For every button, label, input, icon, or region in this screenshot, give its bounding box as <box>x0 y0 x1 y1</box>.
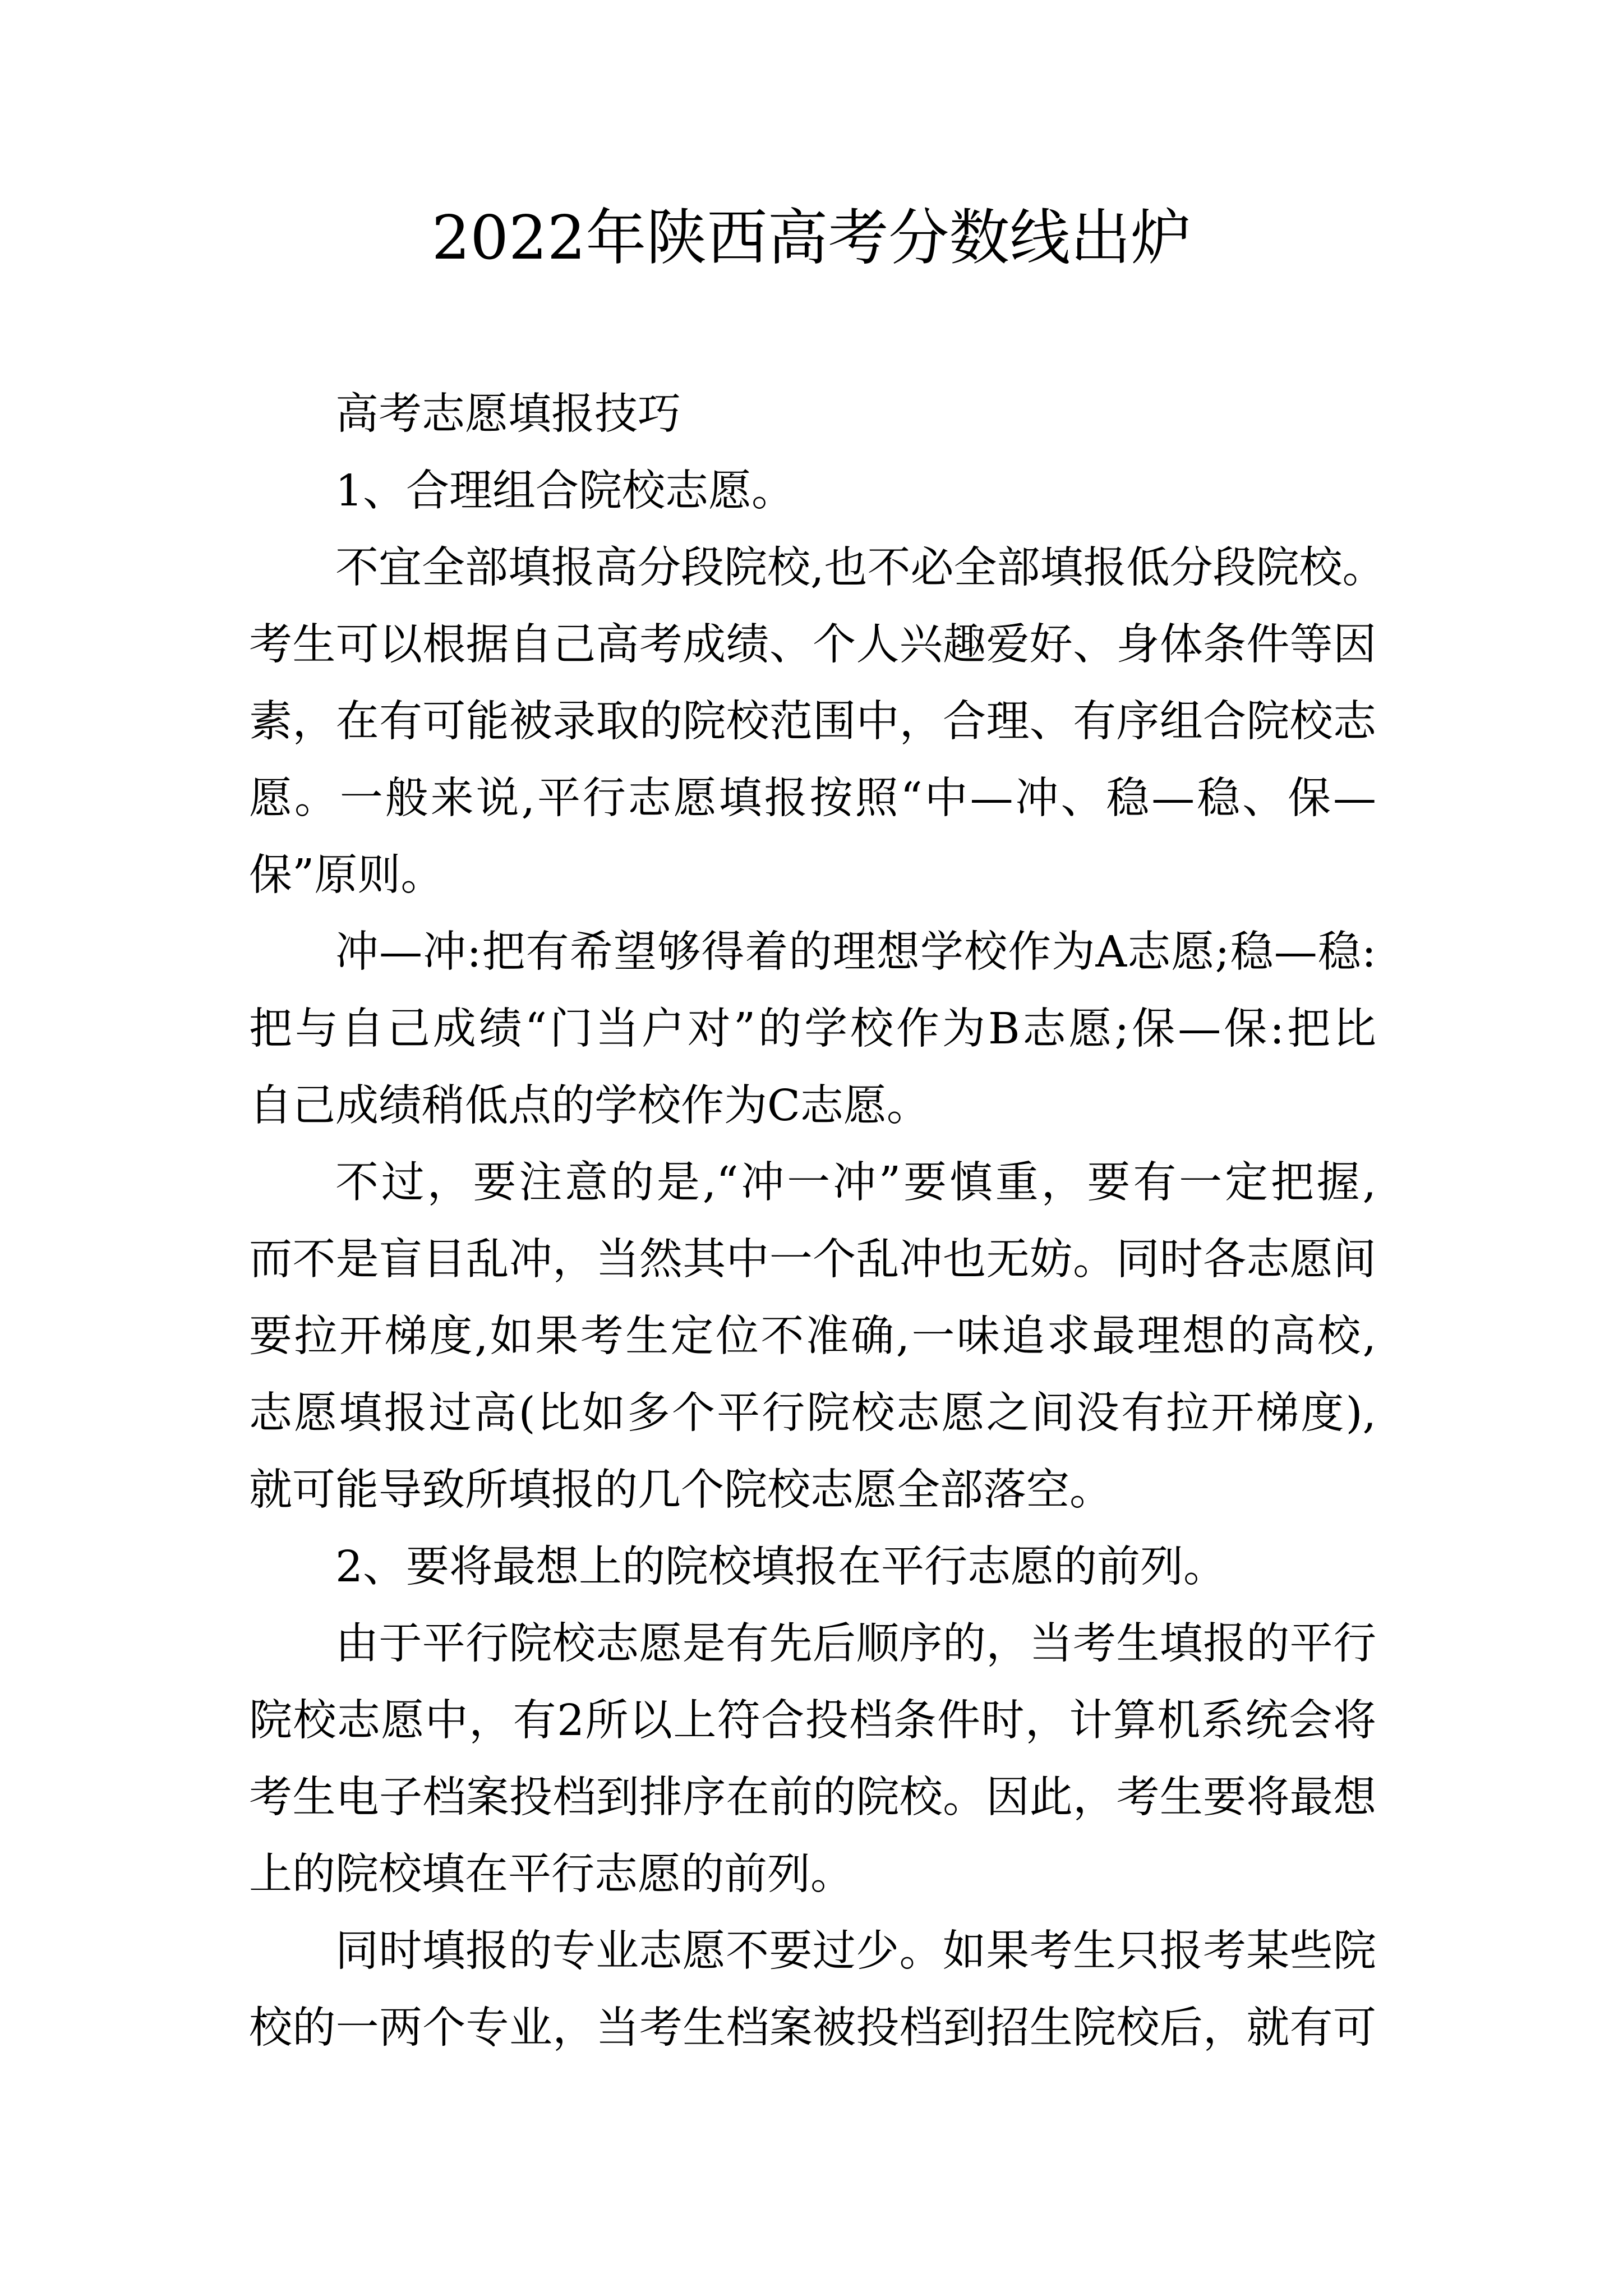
text-line: 考生可以根据自己高考成绩、个人兴趣爱好、身体条件等因 <box>249 620 1376 670</box>
text-line: 1、合理组合院校志愿。 <box>335 466 795 516</box>
document-body <box>249 376 1386 2067</box>
text-line: 把与自己成绩“门当户对”的学校作为B志愿;保—保:把比 <box>249 1004 1376 1054</box>
text-line: 素，在有可能被录取的院校范围中，合理、有序组合院校志 <box>249 697 1376 747</box>
text-line: 要拉开梯度,如果考生定位不准确,一味追求最理想的高校, <box>249 1312 1376 1361</box>
document-title: 2022年陕西高考分数线出炉 <box>431 203 1192 273</box>
text-line: 不过，要注意的是,“冲一冲”要慎重，要有一定把握, <box>335 1158 1376 1208</box>
paragraph <box>249 1913 1376 2067</box>
text-line: 2、要将最想上的院校填报在平行志愿的前列。 <box>335 1542 1227 1592</box>
paragraph <box>249 914 1376 1144</box>
text-line: 不宜全部填报高分段院校,也不必全部填报低分段院校。 <box>335 543 1386 593</box>
text-line: 保”原则。 <box>249 850 444 900</box>
text-line: 高考志愿填报技巧 <box>335 389 681 439</box>
tip-heading <box>249 1529 1376 1605</box>
text-line: 志愿填报过高(比如多个平行院校志愿之间没有拉开梯度), <box>249 1388 1376 1438</box>
tip-heading <box>249 453 1376 530</box>
text-line: 上的院校填在平行志愿的前列。 <box>249 1849 854 1899</box>
text-line: 院校志愿中，有2所以上符合投档条件时，计算机系统会将 <box>249 1696 1376 1746</box>
text-line: 冲—冲:把有希望够得着的理想学校作为A志愿;稳—稳: <box>335 927 1376 977</box>
text-line: 自己成绩稍低点的学校作为C志愿。 <box>249 1081 930 1131</box>
text-line: 而不是盲目乱冲，当然其中一个乱冲也无妨。同时各志愿间 <box>249 1235 1376 1285</box>
text-line: 愿。一般来说,平行志愿填报按照“中—冲、稳—稳、保— <box>249 774 1376 823</box>
text-line: 同时填报的专业志愿不要过少。如果考生只报考某些院 <box>335 1926 1376 1976</box>
paragraph <box>249 1144 1376 1529</box>
text-line: 就可能导致所填报的几个院校志愿全部落空。 <box>249 1465 1113 1515</box>
section-heading <box>249 376 1376 453</box>
text-line: 由于平行院校志愿是有先后顺序的，当考生填报的平行 <box>335 1619 1376 1669</box>
paragraph <box>249 1605 1376 1913</box>
text-line: 考生电子档案投档到排序在前的院校。因此，考生要将最想 <box>249 1773 1376 1823</box>
paragraph <box>249 530 1386 914</box>
text-line: 校的一两个专业，当考生档案被投档到招生院校后，就有可 <box>249 2003 1376 2053</box>
